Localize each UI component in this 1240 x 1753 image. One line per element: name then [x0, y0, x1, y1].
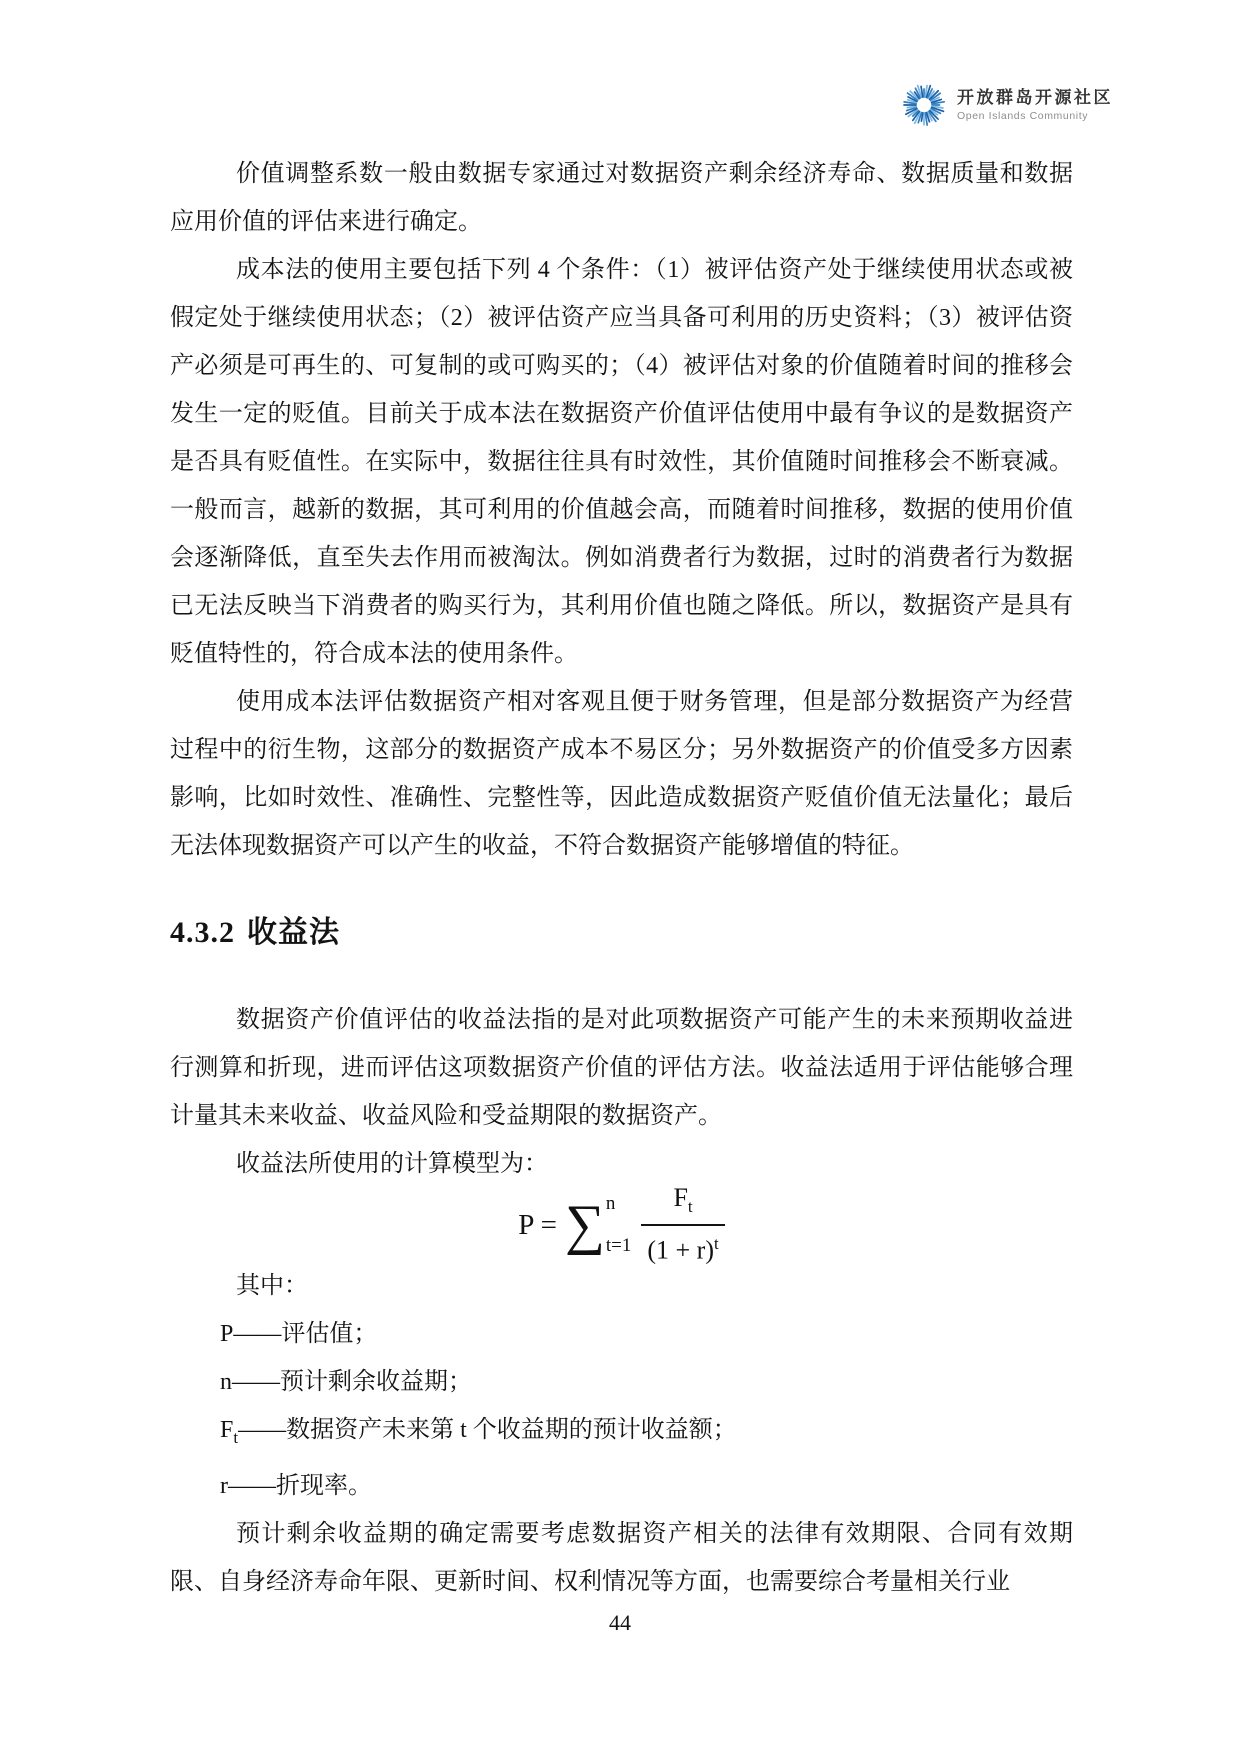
section-number: 4.3.2	[170, 916, 235, 949]
sigma-upper-limit: n	[605, 1193, 616, 1214]
page-content	[170, 150, 1073, 1606]
definition-Ft: $F_t——$数据资产未来第 t 个收益期的预计收益额；	[220, 1417, 737, 1447]
paragraph-value-adjustment: 价值调整系数一般由数据专家通过对数据资产剩余经济寿命、数据质量和数据应用价值的评估来进行确定。	[170, 161, 1073, 235]
sigma-lower-limit: t=1	[605, 1235, 632, 1256]
logo-sunburst-icon	[901, 82, 947, 128]
page-number: 44	[609, 1610, 631, 1635]
where-label: 其中：	[236, 1273, 308, 1299]
definition-r: r——折现率。	[220, 1472, 372, 1499]
definition-P: P——评估值；	[220, 1321, 378, 1347]
paragraph-income-method-intro: 数据资产价值评估的收益法指的是对此项数据资产可能产生的未来预期收益进行测算和折现，进而评估这项数据资产价值的评估方法。收益法适用于评估能够合理计量其未来收益、收益风险和受益期限的数据资产。	[170, 1007, 1073, 1129]
section-title: 收益法	[247, 916, 340, 949]
section-heading	[170, 909, 1073, 957]
paragraph-cost-method-limitations: 使用成本法评估数据资产相对客观且便于财务管理，但是部分数据资产为经营过程中的衍生物，这部分的数据资产成本不易区分；另外数据资产的价值受多方因素影响，比如时效性、准确性、完整性等，因此造成数据资产贬值价值无法量化；最后无法体现数据资产可以产生的收益，不符合数据资产能够增值的特征。	[170, 689, 1073, 859]
logo-text	[957, 88, 1113, 123]
formula-sigma-group	[565, 1194, 631, 1256]
paragraph-model-lead-in: 收益法所使用的计算模型为：	[236, 1151, 548, 1177]
sigma-symbol: ∑	[564, 1194, 605, 1256]
paragraph-cost-method-conditions: 成本法的使用主要包括下列 4 个条件：（1）被评估资产处于继续使用状态或被假定处于继续使用状态；（2）被评估资产应当具备可利用的历史资料；（3）被评估资产必须是可再生的、可复制的或可购买的；（4）被评估对象的价值随着时间的推移会发生一定的贬值。目前关于成本法在数据资产价值评估使用中最有争议的是数据资产是否具有贬值性。在实际中，数据往往具有时效性，其价值随时间推移会不断衰减。一般而言，越新的数据，其可利用的价值越会高，而随着时间推移，数据的使用价值会逐渐降低，直至失去作用而被淘汰。例如消费者行为数据，过时的消费者行为数据已无法反映当下消费者的购买行为，其利用价值也随之降低。所以，数据资产是具有贬值特性的，符合成本法的使用条件。	[170, 257, 1073, 667]
definition-n: n——预计剩余收益期；	[220, 1369, 472, 1395]
formula-fraction	[641, 1183, 724, 1267]
logo	[901, 82, 1113, 128]
fraction-denominator: $(1 + r)^t$	[641, 1224, 724, 1267]
income-method-formula	[170, 1183, 1073, 1265]
formula-lhs: P =	[518, 1208, 557, 1241]
fraction-numerator: $F_t$	[673, 1183, 693, 1217]
sigma-scripts	[606, 1194, 632, 1256]
logo-subtitle: Open Islands Community	[957, 109, 1089, 122]
paragraph-remaining-period: 预计剩余收益期的确定需要考虑数据资产相关的法律有效期限、合同有效期限、自身经济寿命年限、更新时间、权利情况等方面，也需要综合考量相关行业	[170, 1520, 1073, 1595]
logo-title: 开放群岛开源社区	[957, 87, 1113, 107]
